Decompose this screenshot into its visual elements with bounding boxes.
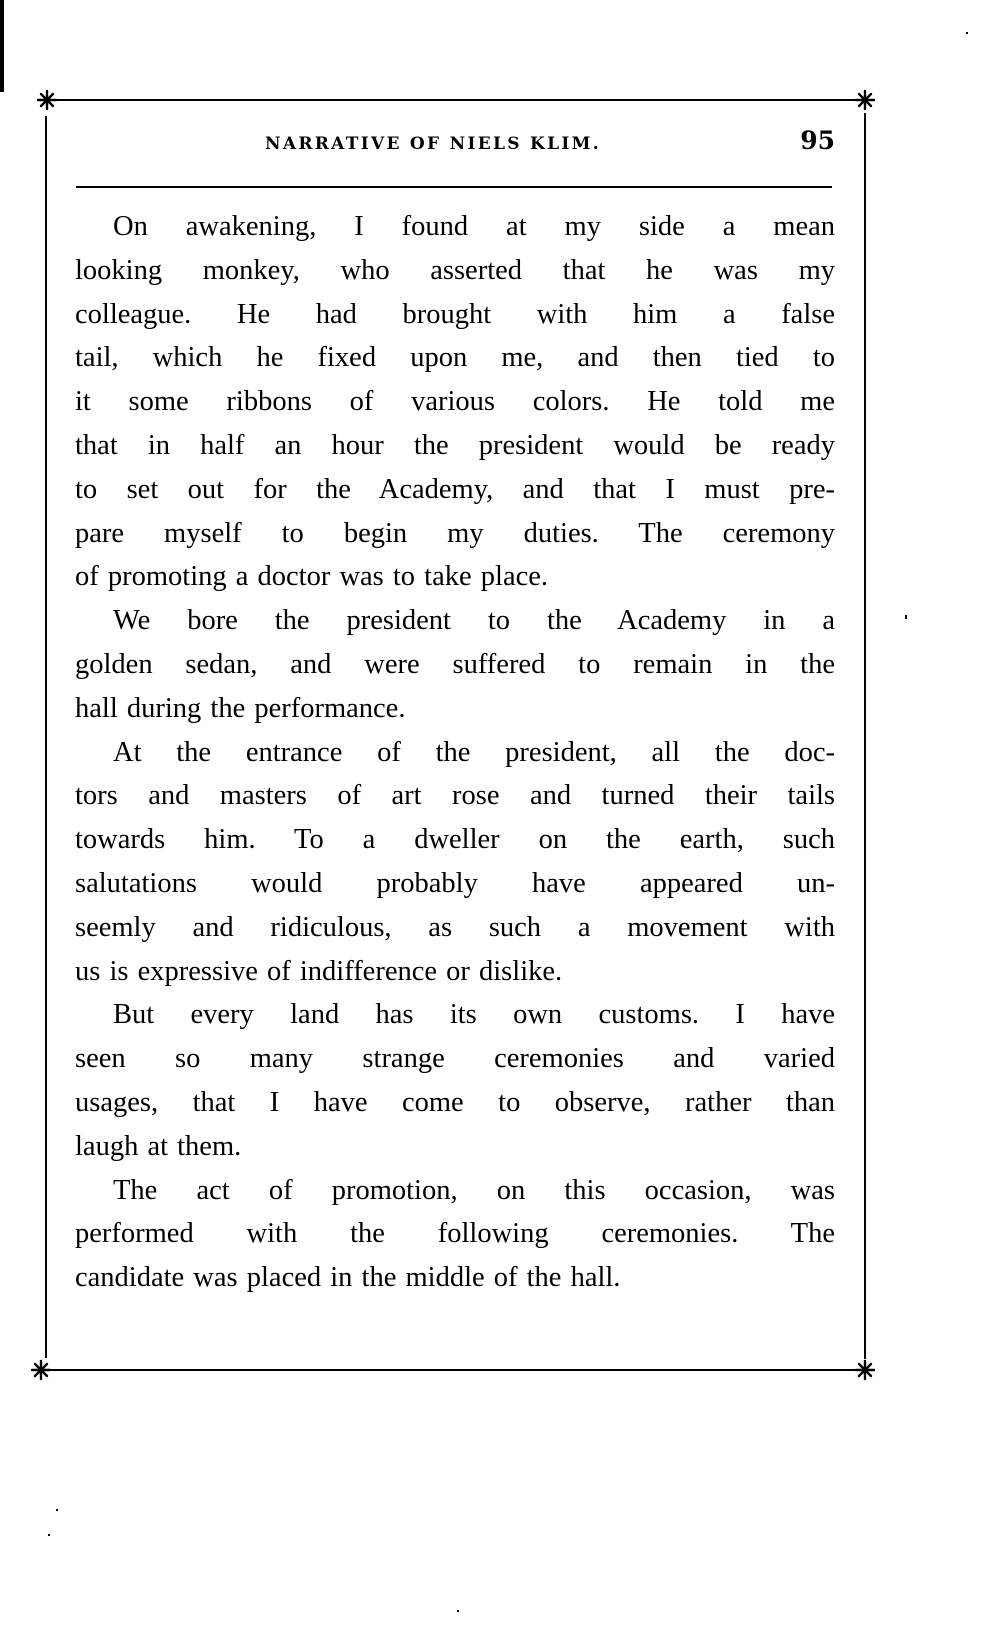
body-text — [75, 205, 835, 1300]
asterisk-star-icon — [854, 1359, 876, 1381]
paragraph — [75, 205, 835, 599]
paragraph — [75, 1169, 835, 1300]
frame-top-line — [52, 99, 860, 101]
scan-speck — [56, 1509, 58, 1511]
running-title: NARRATIVE OF NIELS KLIM. — [265, 134, 601, 154]
scan-speck — [48, 1534, 50, 1536]
text-line: seemly and ridiculous, as such a movement with — [75, 911, 835, 943]
running-head — [75, 126, 835, 160]
text-line: it some ribbons of various colors. He told me — [75, 386, 835, 418]
page-number: 95 — [800, 126, 835, 155]
scan-speck — [457, 1610, 459, 1612]
paragraph — [75, 599, 835, 730]
scan-edge-bar — [0, 0, 4, 92]
text-line: salutations would probably have appeared un- — [75, 867, 835, 899]
text-line: pare myself to begin my duties. The ceremony — [75, 517, 835, 549]
frame-left-line — [45, 116, 47, 1358]
text-line: usages, that I have come to observe, rather than — [75, 1086, 835, 1118]
text-line: colleague. He had brought with him a false — [75, 298, 835, 330]
frame-bottom-line — [46, 1369, 860, 1371]
text-line: seen so many strange ceremonies and varied — [75, 1043, 835, 1075]
scan-speck — [905, 615, 907, 619]
text-line: that in half an hour the president would be ready — [75, 429, 835, 461]
text-line: tors and masters of art rose and turned their tails — [75, 780, 835, 812]
text-line: On awakening, I found at my side a mean — [113, 211, 835, 242]
text-line: The act of promotion, on this occasion, was — [113, 1174, 835, 1206]
text-line: performed with the following ceremonies. The — [75, 1218, 835, 1250]
asterisk-star-icon — [36, 89, 58, 111]
text-line: golden sedan, and were suffered to remain in the — [75, 648, 835, 680]
text-line: towards him. To a dweller on the earth, such — [75, 824, 835, 856]
frame-right-line — [864, 113, 866, 1359]
text-line: laugh at them. — [75, 1130, 242, 1162]
text-line: to set out for the Academy, and that I must pre- — [75, 473, 835, 505]
header-rule — [76, 186, 832, 188]
paragraph — [75, 993, 835, 1168]
text-line: tail, which he fixed upon me, and then tied to — [75, 342, 835, 374]
asterisk-star-icon — [30, 1359, 52, 1381]
scan-speck — [966, 32, 968, 34]
asterisk-star-icon — [854, 89, 876, 111]
text-line: candidate was placed in the middle of the hall. — [75, 1262, 621, 1294]
text-line: We bore the president to the Academy in a — [113, 605, 835, 637]
text-line: of promoting a doctor was to take place. — [75, 561, 549, 593]
text-line: At the entrance of the president, all the doc- — [113, 736, 835, 768]
paragraph — [75, 731, 835, 994]
text-line: looking monkey, who asserted that he was my — [75, 254, 835, 286]
text-line: But every land has its own customs. I have — [113, 999, 835, 1031]
text-line: us is expressive of indifference or dislike. — [75, 955, 563, 987]
text-line: hall during the performance. — [75, 692, 406, 724]
